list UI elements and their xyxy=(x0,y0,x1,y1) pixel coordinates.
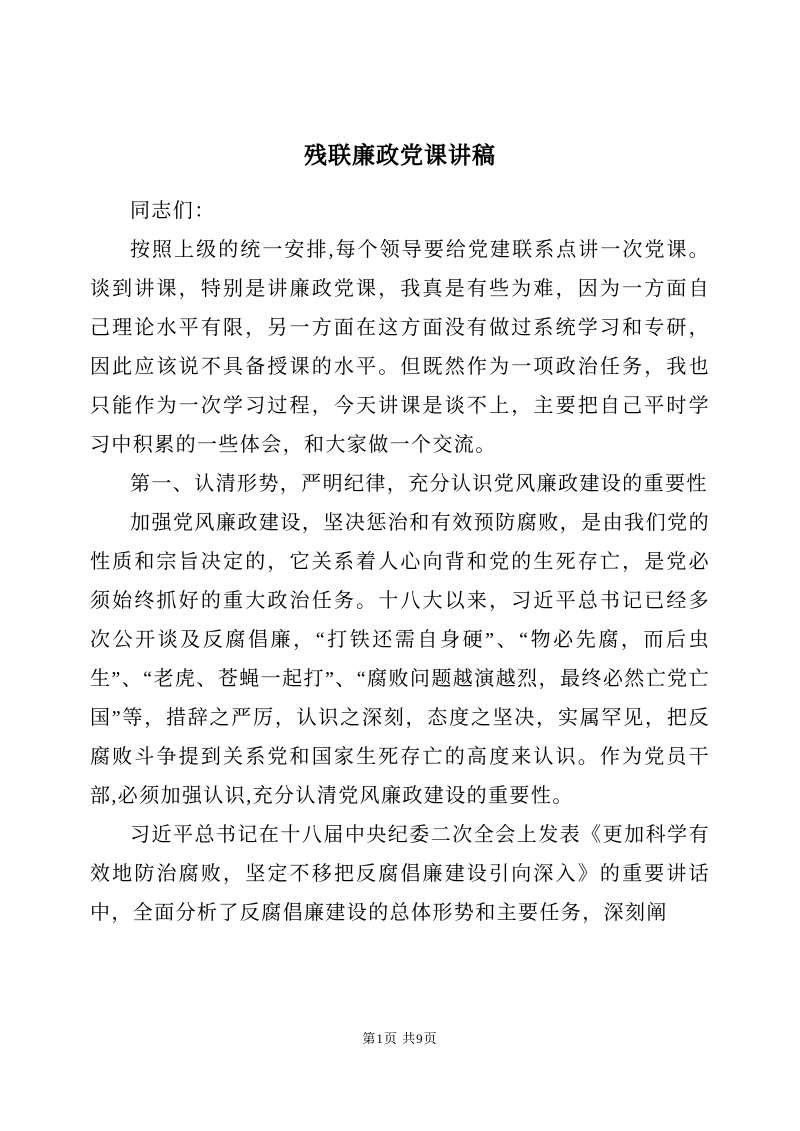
page-number-label: 第1页 共9页 xyxy=(362,1031,438,1046)
section-heading: 第一、认清形势，严明纪律，充分认识党风廉政建设的重要性 xyxy=(130,473,708,496)
page-footer xyxy=(0,1028,800,1047)
paragraph-body-2: 习近平总书记在十八届中央纪委二次全会上发表《更加科学有效地防治腐败，坚定不移把反腐倡廉建设引向深入》的重要讲话中，全面分析了反腐倡廉建设的总体形势和主要任务，深刻阐 xyxy=(90,824,710,925)
document-title: 残联廉政党课讲稿 xyxy=(304,143,496,168)
paragraph-body-1: 加强党风廉政建设，坚决惩治和有效预防腐败，是由我们党的性质和宗旨决定的，它关系着人心向背和党的生死存亡，是党必须始终抓好的重大政治任务。十八大以来，习近平总书记已经多次公开谈及反腐倡廉，“打铁还需自身硬”、“物必先腐，而后虫生”、“老虎、苍蝇一起打”、“腐败问题越演越烈，最终必然亡党亡国”等，措辞之严厉，认识之深刻，态度之坚决，实属罕见，把反腐败斗争提到关系党和国家生死存亡的高度来认识。作为党员干部,必须加强认识,充分认清党风廉政建设的重要性。 xyxy=(90,512,710,808)
paragraph-salutation: 同志们： xyxy=(130,200,216,223)
paragraph-intro: 按照上级的统一安排,每个领导要给党建联系点讲一次党课。谈到讲课，特别是讲廉政党课，我真是有些为难，因为一方面自己理论水平有限，另一方面在这方面没有做过系统学习和专研，因此应该说不具备授课的水平。但既然作为一项政治任务，我也只能作为一次学习过程，今天讲课是谈不上，主要把自己平时学习中积累的一些体会，和大家做一个交流。 xyxy=(90,239,710,457)
